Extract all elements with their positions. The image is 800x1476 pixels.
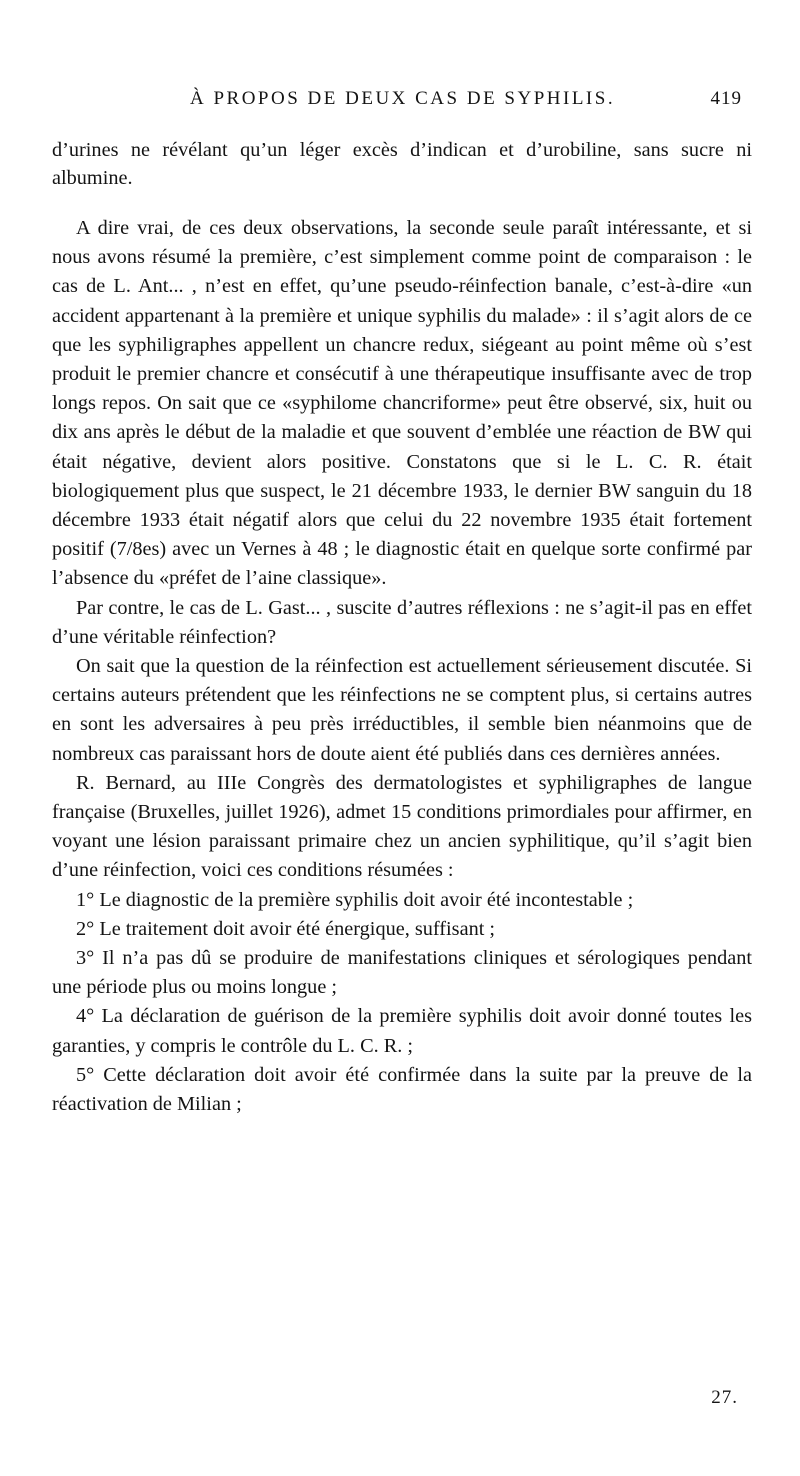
paragraph-second-case: Par contre, le cas de L. Gast... , suscite d’autres réflexions : ne s’agit-il pas en effet d’une véritable réinfection?	[52, 596, 752, 648]
condition-5: 5° Cette déclaration doit avoir été confirmée dans la suite par la preuve de la réactivation de Milian ;	[52, 1063, 752, 1116]
paragraph-discussion: A dire vrai, de ces deux observations, la seconde seule paraît intéressante, et si nous avons résumé la première, c’est simplement comme point de comparaison : le cas de L. Ant... , n’est en effet, qu’une pseudo-réinfection banale, c’est-à-dire «un accident appartenant à la première et unique syphilis du malade» : il s’agit alors de ce que les syphiligraphes appellent un chancre redux, siégeant au point même où s’est produit le premier chancre et consécutif à une thérapeutique insuffisante avec de trop longs repos. On sait que ce «syphilome chancriforme» peut être observé, six, huit ou dix ans après le début de la maladie et que souvent d’emblée une réaction de BW qui était négative, devient alors positive. Constatons que si le L. C. R. était biologiquement plus que suspect, le 21 décembre 1933, le dernier BW sanguin du 18 décembre 1933 était négatif alors que celui du 22 novembre 1935 était fortement positif (7/8es) avec un Vernes à 48 ; le diagnostic était en quelque sorte confirmé par l’absence du «préfet de l’aine classique».	[52, 217, 752, 590]
paragraph-continuation: d’urines ne révélant qu’un léger excès d’indican et d’urobiline, sans sucre ni albumine.	[52, 139, 752, 189]
condition-4: 4° La déclaration de guérison de la première syphilis doit avoir donné toutes les garanties, y compris le contrôle du L. C. R. ;	[52, 1005, 752, 1057]
paragraph-gap	[52, 192, 752, 214]
condition-1: 1° Le diagnostic de la première syphilis doit avoir été incontestable ;	[76, 888, 634, 911]
page-header	[52, 88, 742, 120]
signature-mark: 27.	[711, 1387, 738, 1408]
condition-2: 2° Le traitement doit avoir été énergique, suffisant ;	[76, 917, 496, 940]
paragraph-reinfection: On sait que la question de la réinfection est actuellement sérieusement discutée. Si certains auteurs prétendent que les réinfections ne se comptent plus, si certains autres en sont les adversaires à peu près irréductibles, il semble bien néanmoins que de nombreux cas paraissant hors de doute aient été publiés dans ces dernières années.	[52, 655, 752, 765]
condition-3: 3° Il n’a pas dû se produire de manifestations cliniques et sérologiques pendant une période plus ou moins longue ;	[52, 947, 752, 999]
page-number: 419	[710, 88, 742, 109]
body-text	[52, 136, 752, 1119]
paragraph-bernard: R. Bernard, au IIIe Congrès des dermatologistes et syphiligraphes de langue française (Bruxelles, juillet 1926), admet 15 conditions primordiales pour affirmer, en voyant une lésion paraissant primaire chez un ancien syphilitique, qu’il s’agit bien d’une réinfection, voici ces conditions résumées :	[52, 771, 752, 882]
running-title: À PROPOS DE DEUX CAS DE SYPHILIS.	[190, 88, 616, 109]
